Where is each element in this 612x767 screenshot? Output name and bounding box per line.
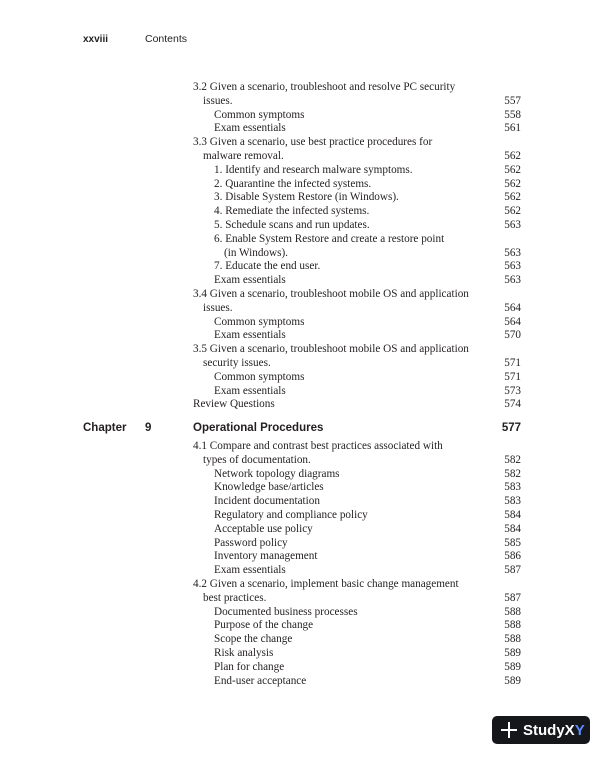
toc-entry-page: 574 — [504, 398, 521, 411]
toc-entry[interactable] — [193, 274, 521, 288]
toc-entry-page: 589 — [504, 660, 521, 673]
chapter-title: Operational Procedures — [193, 422, 324, 434]
toc-entry-page: 562 — [504, 177, 521, 190]
toc-entry-text: Scope the change — [214, 633, 293, 646]
toc-entry[interactable] — [193, 343, 521, 357]
toc-entry-page: 571 — [504, 370, 521, 383]
toc-entry[interactable] — [193, 81, 521, 95]
toc-entry-page: 586 — [504, 550, 521, 563]
toc-entry-text: Inventory management — [214, 550, 318, 563]
toc-entry[interactable] — [193, 288, 521, 302]
toc-entry[interactable] — [193, 495, 521, 509]
toc-entry-text: Network topology diagrams — [214, 467, 340, 480]
toc-entry-page: 587 — [504, 591, 521, 604]
toc-entry[interactable] — [193, 357, 521, 371]
plus-icon — [500, 721, 518, 739]
toc-entry[interactable] — [193, 647, 521, 661]
toc-entry-page: 582 — [504, 453, 521, 466]
watermark-text: StudyX — [523, 721, 575, 739]
toc-entry[interactable] — [193, 109, 521, 123]
running-title: Contents — [145, 33, 188, 45]
toc-entry-page: 564 — [504, 315, 521, 328]
toc-entry[interactable] — [193, 302, 521, 316]
toc-entry-page: 570 — [504, 329, 521, 342]
toc-entry[interactable] — [193, 233, 521, 247]
toc-entry[interactable] — [193, 481, 521, 495]
toc-entry-text: Common symptoms — [214, 315, 305, 328]
toc-entry-text: Common symptoms — [214, 370, 305, 383]
toc-entry-text: Common symptoms — [214, 108, 305, 121]
toc-entry[interactable] — [193, 537, 521, 551]
toc-entry[interactable] — [193, 398, 521, 412]
toc-entry-page: 562 — [504, 163, 521, 176]
toc-section-chapter-8-continued — [193, 81, 521, 412]
toc-entry[interactable] — [193, 592, 521, 606]
page-number: xxviii — [83, 34, 109, 45]
chapter-heading[interactable] — [83, 422, 521, 438]
toc-entry-text: Plan for change — [214, 660, 285, 673]
toc-entry-text: 3.3 Given a scenario, use best practice procedures for — [193, 136, 433, 149]
toc-entry[interactable] — [193, 247, 521, 261]
toc-entry[interactable] — [193, 661, 521, 675]
toc-entry-text: 6. Enable System Restore and create a restore point — [214, 232, 445, 245]
toc-entry[interactable] — [193, 219, 521, 233]
toc-entry-text: Regulatory and compliance policy — [214, 508, 368, 521]
toc-entry[interactable] — [193, 633, 521, 647]
toc-entry-text: 4.2 Given a scenario, implement basic change management — [193, 577, 459, 590]
toc-entry-text: types of documentation. — [203, 453, 311, 466]
toc-entry-text: 7. Educate the end user. — [214, 260, 321, 273]
toc-entry-text: Review Questions — [193, 398, 275, 411]
toc-entry-text: Exam essentials — [214, 384, 286, 397]
toc-entry-page: 583 — [504, 495, 521, 508]
toc-entry-text: 5. Schedule scans and run updates. — [214, 218, 370, 231]
toc-entry-page: 563 — [504, 246, 521, 259]
toc-section-chapter-9 — [193, 440, 521, 688]
toc-entry-text: 1. Identify and research malware symptoms. — [214, 163, 413, 176]
toc-entry-page: 584 — [504, 522, 521, 535]
toc-entry-text: Risk analysis — [214, 646, 274, 659]
watermark-text-accent: Y — [574, 721, 585, 739]
toc-entry-text: 3.2 Given a scenario, troubleshoot and resolve PC security — [193, 81, 456, 93]
toc-entry[interactable] — [193, 385, 521, 399]
toc-entry-page: 557 — [504, 94, 521, 107]
toc-entry-page: 588 — [504, 619, 521, 632]
toc-entry-page: 588 — [504, 633, 521, 646]
toc-entry-page: 563 — [504, 260, 521, 273]
toc-entry[interactable] — [193, 122, 521, 136]
toc-entry[interactable] — [193, 136, 521, 150]
studyxy-watermark — [492, 716, 590, 744]
toc-entry[interactable] — [193, 440, 521, 454]
toc-entry[interactable] — [193, 178, 521, 192]
chapter-number: 9 — [145, 422, 152, 434]
toc-entry-text: (in Windows). — [224, 246, 288, 259]
toc-entry[interactable] — [193, 316, 521, 330]
toc-entry-text: Documented business processes — [214, 605, 358, 618]
toc-entry-page: 584 — [504, 508, 521, 521]
toc-entry[interactable] — [193, 164, 521, 178]
toc-entry-page: 587 — [504, 564, 521, 577]
toc-entry[interactable] — [193, 95, 521, 109]
toc-entry-text: 2. Quarantine the infected systems. — [214, 177, 372, 190]
chapter-page: 577 — [501, 422, 521, 434]
toc-entry-text: Exam essentials — [214, 122, 286, 135]
toc-entry-page: 563 — [504, 274, 521, 287]
toc-entry[interactable] — [193, 150, 521, 164]
toc-entry-text: Purpose of the change — [214, 619, 314, 632]
running-head — [83, 33, 188, 45]
toc-entry[interactable] — [193, 509, 521, 523]
chapter-label: Chapter — [83, 422, 127, 434]
toc-entry-text: 3.4 Given a scenario, troubleshoot mobile OS and application — [193, 287, 469, 300]
toc-entry-text: 4. Remediate the infected systems. — [214, 205, 370, 218]
toc-entry-text: issues. — [203, 301, 233, 314]
toc-entry-page: 573 — [504, 384, 521, 397]
toc-entry[interactable] — [193, 205, 521, 219]
toc-entry-page: 564 — [504, 301, 521, 314]
toc-entry-page: 589 — [504, 674, 521, 687]
toc-entry[interactable] — [193, 619, 521, 633]
toc-entry-page: 562 — [504, 205, 521, 218]
toc-entry[interactable] — [193, 260, 521, 274]
toc-entry-text: Password policy — [214, 536, 288, 549]
toc-entry-text: Incident documentation — [214, 495, 320, 508]
toc-entry-text: End-user acceptance — [214, 674, 307, 687]
toc-entry[interactable] — [193, 523, 521, 537]
toc-entry-page: 563 — [504, 218, 521, 231]
toc-entry-text: Knowledge base/articles — [214, 481, 324, 494]
toc-entry-text: Exam essentials — [214, 329, 286, 342]
toc-entry-page: 585 — [504, 536, 521, 549]
toc-entry-page: 588 — [504, 605, 521, 618]
toc-entry[interactable] — [193, 550, 521, 564]
toc-entry-text: 3.5 Given a scenario, troubleshoot mobile OS and application — [193, 343, 469, 356]
toc-entry-page: 562 — [504, 149, 521, 162]
toc-entry[interactable] — [193, 191, 521, 205]
toc-entry[interactable] — [193, 468, 521, 482]
toc-entry-page: 558 — [504, 108, 521, 121]
toc-entry-text: issues. — [203, 94, 233, 107]
toc-entry-text: malware removal. — [203, 149, 284, 162]
toc-entry-page: 582 — [504, 467, 521, 480]
toc-entry[interactable] — [193, 329, 521, 343]
toc-entry[interactable] — [193, 606, 521, 620]
toc-entry-text: 4.1 Compare and contrast best practices associated with — [193, 440, 443, 452]
toc-entry-text: Exam essentials — [214, 274, 286, 287]
toc-entry[interactable] — [193, 564, 521, 578]
toc-entry-text: Exam essentials — [214, 564, 286, 577]
toc-entry-page: 571 — [504, 356, 521, 369]
toc-entry-page: 562 — [504, 191, 521, 204]
toc-entry-text: Acceptable use policy — [214, 522, 313, 535]
toc-entry[interactable] — [193, 371, 521, 385]
toc-entry-page: 561 — [504, 122, 521, 135]
toc-entry-page: 589 — [504, 646, 521, 659]
toc-entry-text: 3. Disable System Restore (in Windows). — [214, 191, 399, 204]
toc-entry-text: security issues. — [203, 356, 271, 369]
toc-entry[interactable] — [193, 675, 521, 689]
toc-entry-text: best practices. — [203, 591, 267, 604]
toc-entry[interactable] — [193, 454, 521, 468]
toc-entry-page: 583 — [504, 481, 521, 494]
toc-entry[interactable] — [193, 578, 521, 592]
